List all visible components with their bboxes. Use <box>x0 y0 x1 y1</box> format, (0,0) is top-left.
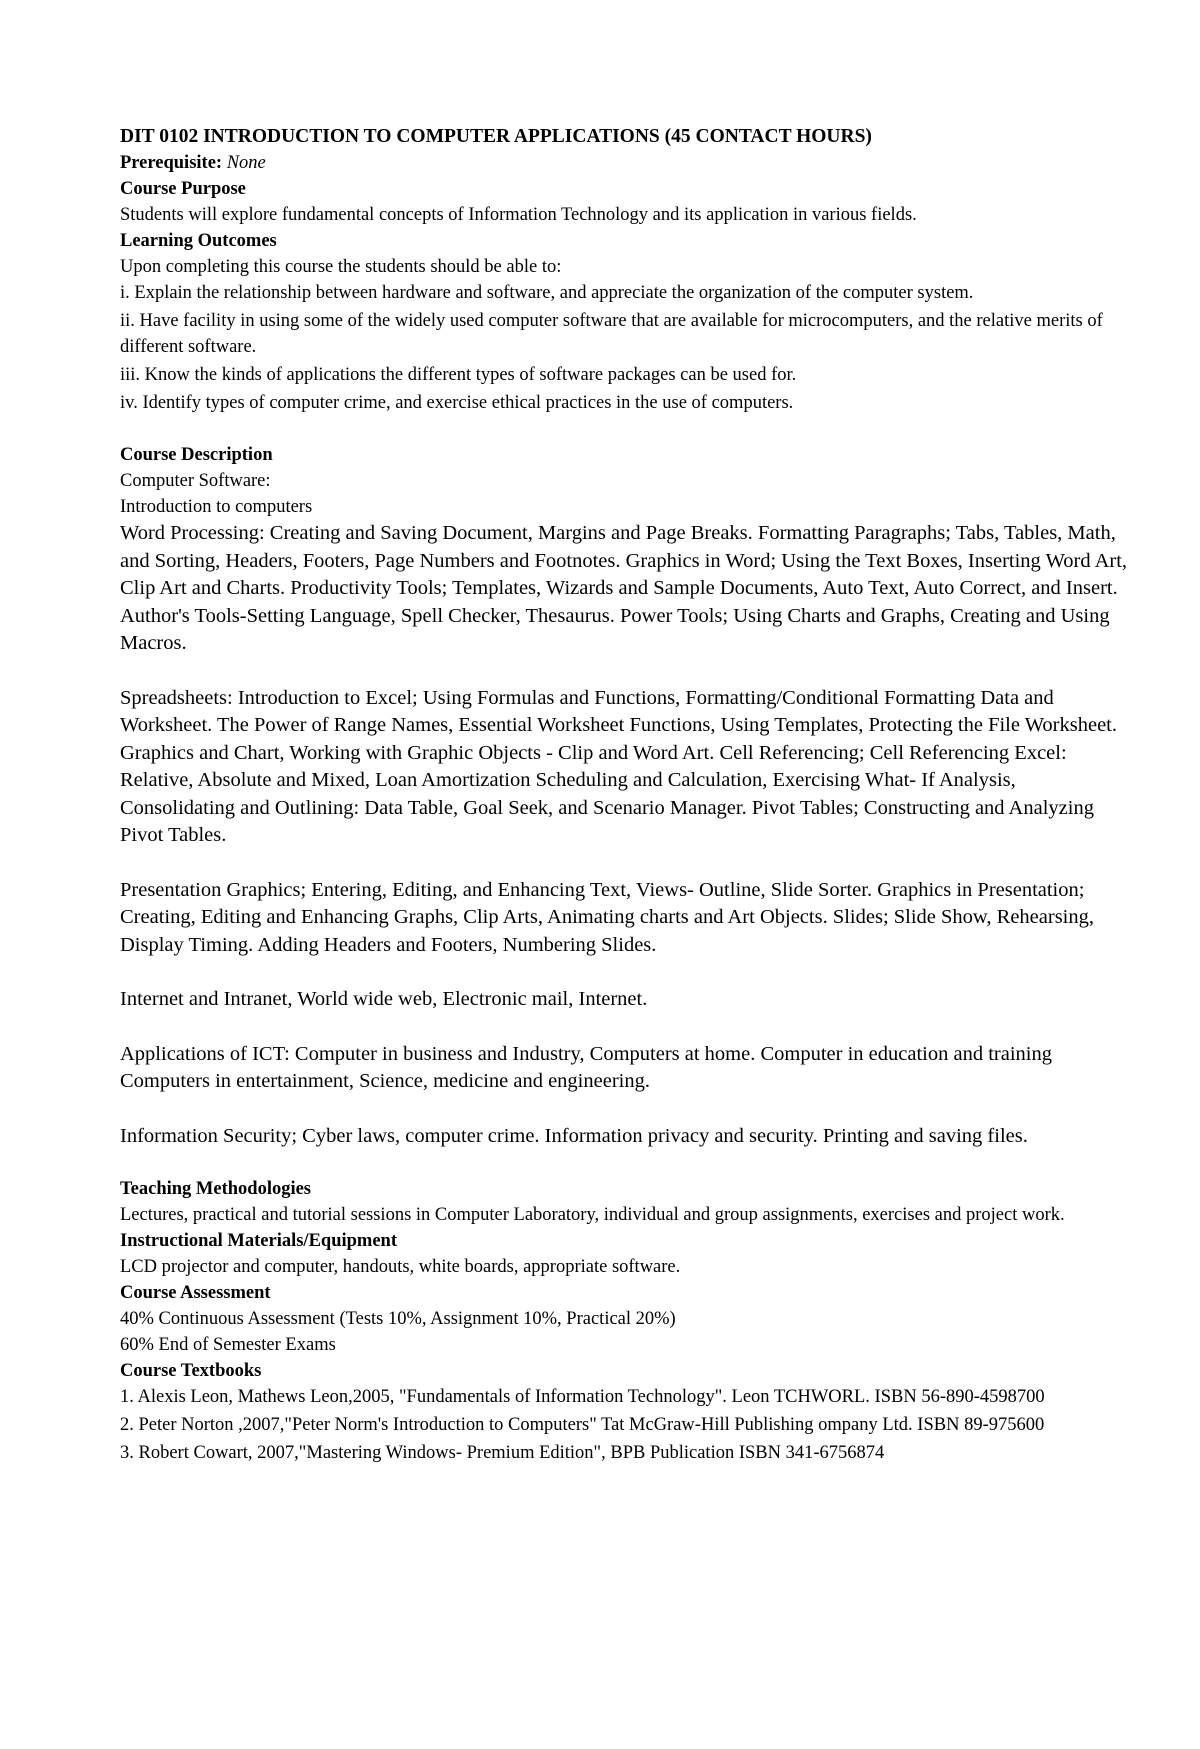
course-assessment-exams: 60% End of Semester Exams <box>120 1335 336 1355</box>
learning-outcome-item: ii. Have facility in using some of the widely used computer software that are available for microcomputers, and the relative merits of different software. <box>120 311 1103 357</box>
course-title: DIT 0102 INTRODUCTION TO COMPUTER APPLICATIONS (45 CONTACT HOURS) <box>120 126 872 147</box>
description-paragraph-presentation: Presentation Graphics; Entering, Editing, and Enhancing Text, Views- Outline, Slide Sorter. Graphics in Presentation; Creating, Editing and Enhancing Graphs, Clip Arts, Animating charts and Art Objects. Slides; Slide Show, Rehearsing, Display Timing. Adding Headers and Footers, Numbering Slides. <box>120 878 1095 956</box>
prerequisite-label: Prerequisite: <box>120 153 223 173</box>
description-paragraph-security: Information Security; Cyber laws, computer crime. Information privacy and security. Printing and saving files. <box>120 1124 1028 1147</box>
teaching-methodologies-text: Lectures, practical and tutorial sessions in Computer Laboratory, individual and group assignments, exercises and project work. <box>120 1205 1065 1225</box>
description-line-intro: Introduction to computers <box>120 497 313 517</box>
learning-outcomes-intro: Upon completing this course the students should be able to: <box>120 257 562 277</box>
learning-outcome-item: iv. Identify types of computer crime, and exercise ethical practices in the use of computers. <box>120 393 794 413</box>
instructional-materials-heading: Instructional Materials/Equipment <box>120 1231 397 1251</box>
description-paragraph-word: Word Processing: Creating and Saving Document, Margins and Page Breaks. Formatting Paragraphs; Tabs, Tables, Math, and Sorting, Headers, Footers, Page Numbers and Footnotes. Graphics in Word; Using the Text Boxes, Inserting Word Art, Clip Art and Charts. Productivity Tools; Templates, Wizards and Sample Documents, Auto Text, Auto Correct, and Insert. Author's Tools-Setting Language, Spell Checker, Thesaurus. Power Tools; Using Charts and Graphs, Creating and Using Macros. <box>120 522 1128 654</box>
teaching-methodologies-heading: Teaching Methodologies <box>120 1179 312 1199</box>
instructional-materials-text: LCD projector and computer, handouts, white boards, appropriate software. <box>120 1257 681 1277</box>
textbook-item: 2. Peter Norton ,2007,"Peter Norm's Introduction to Computers" Tat McGraw-Hill Publishing ompany Ltd. ISBN 89-975600 <box>120 1415 1045 1435</box>
course-description-heading: Course Description <box>120 445 273 465</box>
description-line-software: Computer Software: <box>120 471 271 491</box>
description-paragraph-internet: Internet and Intranet, World wide web, Electronic mail, Internet. <box>120 988 648 1010</box>
course-assessment-heading: Course Assessment <box>120 1283 271 1303</box>
course-assessment-continuous: 40% Continuous Assessment (Tests 10%, Assignment 10%, Practical 20%) <box>120 1309 676 1329</box>
learning-outcome-item: i. Explain the relationship between hardware and software, and appreciate the organization of the computer system. <box>120 283 974 303</box>
description-paragraph-ict: Applications of ICT: Computer in business and Industry, Computers at home. Computer in education and training Computers in entertainment, Science, medicine and engineering. <box>120 1042 1052 1092</box>
textbook-item: 3. Robert Cowart, 2007,"Mastering Windows- Premium Edition", BPB Publication ISBN 341-6756874 <box>120 1443 885 1463</box>
description-paragraph-spreadsheets: Spreadsheets: Introduction to Excel; Using Formulas and Functions, Formatting/Conditional Formatting Data and Worksheet. The Power of Range Names, Essential Worksheet Functions, Using Templates, Protecting the File Worksheet. Graphics and Chart, Working with Graphic Objects - Clip and Word Art. Cell Referencing; Cell Referencing Excel: Relative, Absolute and Mixed, Loan Amortization Scheduling and Calculation, Exercising What- If Analysis, Consolidating and Outlining: Data Table, Goal Seek, and Scenario Manager. Pivot Tables; Constructing and Analyzing Pivot Tables. <box>120 686 1117 846</box>
learning-outcomes-heading: Learning Outcomes <box>120 231 277 251</box>
course-purpose-heading: Course Purpose <box>120 179 246 199</box>
course-purpose-text: Students will explore fundamental concepts of Information Technology and its application in various fields. <box>120 205 917 225</box>
course-textbooks-heading: Course Textbooks <box>120 1361 262 1381</box>
learning-outcome-item: iii. Know the kinds of applications the different types of software packages can be used for. <box>120 365 797 385</box>
textbook-item: 1. Alexis Leon, Mathews Leon,2005, "Fundamentals of Information Technology". Leon TCHWORL. ISBN 56-890-4598700 <box>120 1387 1045 1407</box>
prerequisite-value: None <box>226 153 266 173</box>
document-page <box>120 124 1130 1466</box>
prerequisite-line <box>120 150 1130 176</box>
